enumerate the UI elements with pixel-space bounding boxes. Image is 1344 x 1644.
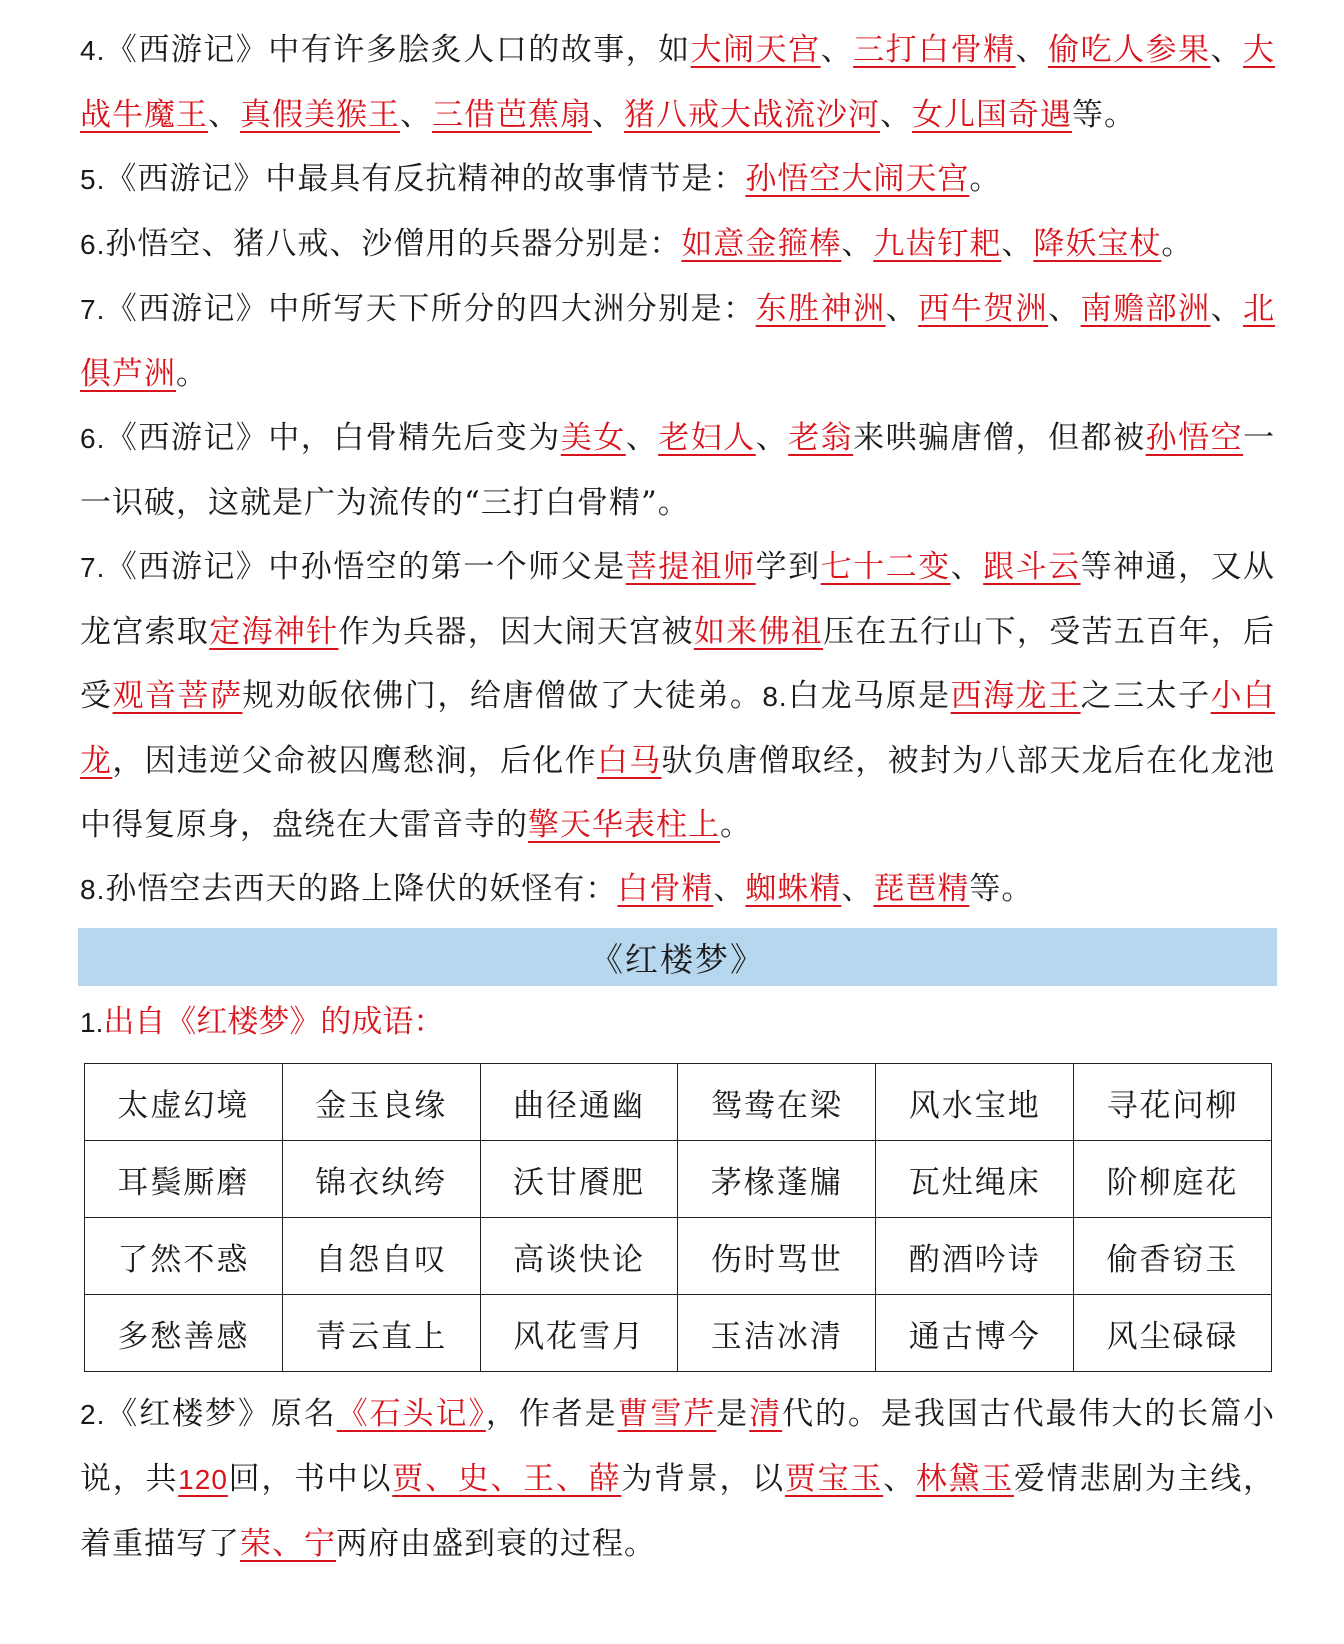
idiom-cell: 沃甘餍肥: [480, 1141, 678, 1218]
question-text: 、: [1210, 291, 1244, 327]
question-text: 之三太子: [1080, 678, 1211, 714]
answer-blank: 三借芭蕉扇: [432, 97, 592, 133]
question-text: 、: [841, 226, 874, 262]
idiom-row: [85, 1064, 1272, 1141]
idiom-cell: 金玉良缘: [282, 1064, 480, 1141]
answer-blank: 林黛玉: [915, 1461, 1014, 1497]
question-text: 压在五行山下，受苦五百年，后受: [80, 614, 1276, 714]
question-text: 、: [1210, 32, 1244, 68]
idiom-table: [84, 1063, 1272, 1372]
answer-blank: 白骨精: [617, 871, 714, 907]
idiom-cell: 通古博今: [876, 1295, 1074, 1372]
question-text: 学到: [755, 549, 821, 585]
question-text: 驮负唐僧取经，被封为八部天龙后在化龙池中得复原身，盘绕在大雷音寺的: [80, 743, 1276, 843]
idiom-cell: 鸳鸯在梁: [678, 1064, 876, 1141]
question-text: 规劝皈依佛门，给唐僧做了大徒弟。: [242, 678, 763, 714]
hongloumeng-question-2: [80, 1382, 1275, 1576]
idiom-cell: 太虚幻境: [85, 1064, 283, 1141]
question-text: 、: [1048, 291, 1081, 327]
answer-blank: 七十二变: [820, 549, 951, 585]
answer-blank: 跟斗云: [983, 549, 1081, 585]
answer-blank: 西海龙王: [950, 678, 1081, 714]
idiom-heading-number: 1.: [80, 1007, 104, 1038]
xiyouji-question-q7b: [80, 535, 1275, 857]
question-text: 为背景，以: [621, 1461, 785, 1497]
idiom-cell: 了然不惑: [85, 1218, 283, 1295]
question-text: 。: [1161, 226, 1194, 262]
question-text: 、: [1001, 226, 1034, 262]
answer-blank: 北俱芦洲: [80, 291, 1276, 392]
question-text: 是: [716, 1396, 750, 1432]
question-text: 白龙马原是: [787, 678, 951, 714]
question-text: 。: [969, 161, 1002, 197]
question-text: 《西游记》中所写天下所分的四大洲分别是：: [105, 291, 756, 327]
idiom-cell: 曲径通幽: [480, 1064, 678, 1141]
answer-blank: 老妇人: [658, 420, 756, 456]
answer-blank: 定海神针: [209, 614, 339, 650]
idiom-cell: 锦衣纨绔: [282, 1141, 480, 1218]
question-text: 《西游记》中最具有反抗精神的故事情节是：: [105, 161, 746, 197]
idiom-cell: 风尘碌碌: [1074, 1295, 1272, 1372]
answer-blank: 真假美猴王: [240, 97, 400, 133]
question-text: 、: [950, 549, 984, 585]
idiom-cell: 阶柳庭花: [1074, 1141, 1272, 1218]
question-text: 、: [885, 291, 919, 327]
answer-blank: 擎天华表柱上: [528, 807, 720, 843]
idiom-cell: 青云直上: [282, 1295, 480, 1372]
answer-blank: 大战牛魔王: [80, 32, 1276, 133]
answer-blank: 大闹天宫: [690, 32, 821, 68]
question-text: 、: [208, 97, 240, 133]
answer-blank: 菩提祖师: [625, 549, 756, 585]
hongloumeng-section-banner: [78, 928, 1277, 986]
question-text: 《西游记》中，白骨精先后变为: [105, 420, 561, 456]
answer-blank: 美女: [560, 420, 626, 456]
item-number: 6.: [80, 423, 106, 454]
answer-blank: 九齿钉耙: [873, 226, 1002, 262]
question-text: 、: [880, 97, 912, 133]
xiyouji-question-q4: [80, 18, 1275, 147]
question-text: 、: [400, 97, 432, 133]
answer-blank: 白马: [596, 743, 662, 779]
answer-blank: 清: [749, 1396, 783, 1432]
answer-blank: 孙悟空: [1145, 420, 1244, 456]
answer-blank: 猪八戒大战流沙河: [624, 97, 880, 133]
idiom-heading-text: 出自《红楼梦》的成语：: [103, 1004, 445, 1040]
idiom-cell: 茅椽蓬牖: [678, 1141, 876, 1218]
answer-blank: 贾、史、王、薛: [392, 1461, 622, 1497]
question-text: 孙悟空、猪八戒、沙僧用的兵器分别是：: [105, 226, 682, 262]
answer-blank: 如意金箍棒: [681, 226, 842, 262]
question-text: 爱情悲剧为主线，着重描写了: [80, 1461, 1276, 1562]
idiom-cell: 风花雪月: [480, 1295, 678, 1372]
question-text: 。: [176, 356, 208, 392]
answer-blank: 女儿国奇遇: [912, 97, 1072, 133]
answer-blank: 三打白骨精: [853, 32, 1016, 68]
item-number: 5.: [80, 164, 106, 195]
question-text: ，因违逆父命被囚鹰愁涧，后化作: [112, 743, 597, 779]
idiom-cell: 自怨自叹: [282, 1218, 480, 1295]
idiom-cell: 高谈快论: [480, 1218, 678, 1295]
answer-blank: 贾宝玉: [784, 1461, 884, 1497]
question-text: 、: [1015, 32, 1049, 68]
question-text: 等神通，又从龙宫索取: [80, 549, 1276, 650]
idiom-row: [85, 1218, 1272, 1295]
xiyouji-question-q8: [80, 857, 1275, 922]
item-number: 8.: [762, 681, 788, 712]
xiyouji-question-q6a: [80, 212, 1275, 277]
answer-blank: 120: [178, 1464, 228, 1495]
question-text: 回，书中以: [227, 1461, 393, 1497]
idiom-cell: 酌酒吟诗: [876, 1218, 1074, 1295]
question-text: 代的。是我国古代最伟大的长篇小说，共: [80, 1396, 1276, 1497]
idiom-cell: 瓦灶绳床: [876, 1141, 1074, 1218]
idiom-cell: 玉洁冰清: [678, 1295, 876, 1372]
answer-blank: 老翁: [788, 420, 854, 456]
item-number: 4.: [80, 35, 106, 66]
idiom-row: [85, 1295, 1272, 1372]
answer-blank: 南赡部洲: [1080, 291, 1211, 327]
item-number: 7.: [80, 552, 106, 583]
item-number: 6.: [80, 229, 106, 260]
answer-blank: 观音菩萨: [112, 678, 243, 714]
question-text: 、: [841, 871, 874, 907]
section-title: 《红楼梦》: [590, 939, 765, 979]
answer-blank: 如来佛祖: [693, 614, 824, 650]
question-text: 《西游记》中有许多脍炙人口的故事，如: [105, 32, 691, 68]
question-text: 作为兵器，因大闹天宫被: [338, 614, 694, 650]
question-text: 来哄骗唐僧，但都被: [853, 420, 1146, 456]
answer-blank: 曹雪芹: [617, 1396, 717, 1432]
xiyouji-section: [80, 18, 1275, 922]
hongloumeng-q2-paragraph: [80, 1382, 1275, 1576]
question-text: 。: [720, 807, 752, 843]
xiyouji-question-q7a: [80, 277, 1275, 406]
idiom-cell: 风水宝地: [876, 1064, 1074, 1141]
question-text: 、: [713, 871, 746, 907]
question-text: 、: [592, 97, 624, 133]
answer-blank: 琵琶精: [873, 871, 970, 907]
question-text: 等。: [969, 871, 1034, 907]
idiom-cell: 伤时骂世: [678, 1218, 876, 1295]
answer-blank: 东胜神洲: [755, 291, 886, 327]
idiom-cell: 耳鬓厮磨: [85, 1141, 283, 1218]
question-text: 《红楼梦》原名: [105, 1396, 337, 1432]
question-text: 、: [625, 420, 659, 456]
answer-blank: 西牛贺洲: [918, 291, 1049, 327]
answer-blank: 蜘蛛精: [745, 871, 842, 907]
question-text: 、: [883, 1461, 916, 1497]
answer-blank: 降妖宝杖: [1033, 226, 1162, 262]
answer-blank: 小白龙: [80, 678, 1276, 779]
idiom-cell: 多愁善感: [85, 1295, 283, 1372]
xiyouji-question-q6b: [80, 406, 1275, 535]
question-text: 、: [820, 32, 854, 68]
answer-blank: 偷吃人参果: [1048, 32, 1211, 68]
answer-blank: 《石头记》: [336, 1396, 486, 1432]
question-text: 、: [755, 420, 789, 456]
answer-blank: 孙悟空大闹天宫: [745, 161, 970, 197]
question-text: 《西游记》中孙悟空的第一个师父是: [105, 549, 626, 585]
question-text: 一一识破，这就是广为流传的“三打白骨精”。: [80, 420, 1276, 521]
question-text: ，作者是: [485, 1396, 618, 1432]
question-text: 孙悟空去西天的路上降伏的妖怪有：: [105, 871, 618, 907]
question-text: 两府由盛到衰的过程。: [336, 1526, 656, 1562]
idiom-heading: [80, 990, 1275, 1055]
idiom-row: [85, 1141, 1272, 1218]
question-text: 等。: [1072, 97, 1136, 133]
item-number: 8.: [80, 874, 106, 905]
item-number: 2.: [80, 1399, 106, 1430]
item-number: 7.: [80, 294, 106, 325]
answer-blank: 荣、宁: [240, 1526, 336, 1562]
idiom-cell: 偷香窃玉: [1074, 1218, 1272, 1295]
document-page: [80, 18, 1275, 1576]
idiom-cell: 寻花问柳: [1074, 1064, 1272, 1141]
xiyouji-question-q5: [80, 147, 1275, 212]
